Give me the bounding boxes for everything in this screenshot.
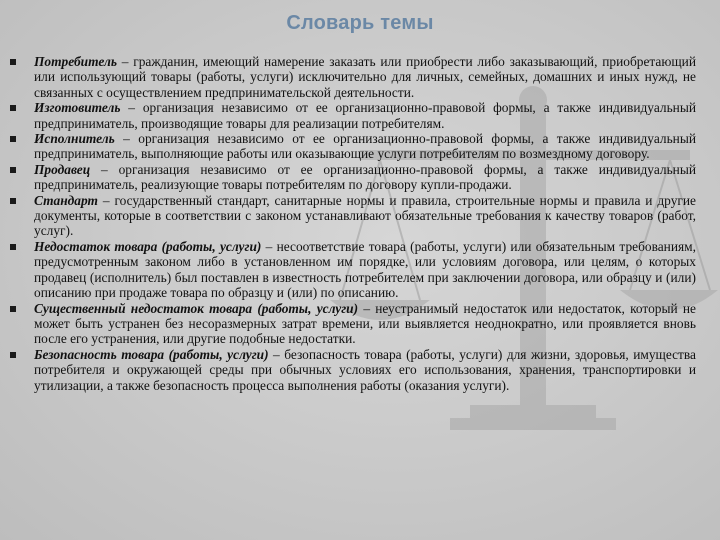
term-label: Стандарт [34,192,98,208]
term-label: Недостаток товара (работы, услуги) [34,238,262,254]
term-definition: – государственный стандарт, санитарные нормы и правила, строительные нормы и правила и другие документы, которые в соответствии с законом устанавливают обязательные требования к качеству товаров (работ, услуг). [34,192,696,239]
square-bullet-icon [10,59,16,65]
term-label: Изготовитель [34,100,121,116]
list-item [8,131,696,162]
list-item [8,347,696,393]
square-bullet-icon [10,105,16,111]
term-label: Исполнитель [34,131,115,147]
term-definition: – гражданин, имеющий намерение заказать или приобрести либо заказывающий, приобретающий или использующий товары (работы, услуги) исключительно для личных, семейных, домашних и иных нужд, не связанных с осуществлением предпринимательской деятельности. [34,54,696,100]
list-item [8,100,696,131]
square-bullet-icon [10,167,16,173]
slide-title: Словарь темы [286,12,434,34]
term-definition: – организация независимо от ее организационно-правовой формы, а также индивидуальный предприниматель, реализующие товары потребителям по договору купли-продажи. [34,161,696,193]
square-bullet-icon [10,352,16,358]
list-item [8,239,696,301]
square-bullet-icon [10,198,16,204]
term-definition: – неустранимый недостаток или недостаток, который не может быть устранен без несоразмерных затрат времени, или выявляется неоднократно, или проявляется вновь после его устранения, или другие подобные недостатки. [34,300,697,347]
term-definition: – организация независимо от ее организационно-правовой формы, а также индивидуальный предприниматель, выполняющие работы или оказывающие услуги потребителям по возмездному договору. [34,131,696,162]
square-bullet-icon [10,244,16,250]
term-label: Существенный недостаток товара (работы, услуги) [34,300,359,316]
list-item [8,54,696,100]
list-item [8,193,696,239]
term-label: Безопасность товара (работы, услуги) [34,346,269,362]
square-bullet-icon [10,136,16,142]
term-definition: – организация независимо от ее организационно-правовой формы, а также индивидуальный предприниматель, производящие товары для реализации потребителям. [34,100,696,131]
list-item [8,162,696,193]
list-item [8,301,696,347]
term-label: Продавец [34,161,91,177]
square-bullet-icon [10,306,16,312]
term-definition: – несоответствие товара (работы, услуги) или обязательным требованиям, предусмотренным законом либо в установленном им порядке, или условиям договора, или целям, о которых продавец (исполнитель) был поставлен в известность потребителем при заключении договора, или образцу и (или) описанию при продаже товара по образцу и (или) по описанию. [34,238,696,301]
term-definition: – безопасность товара (работы, услуги) для жизни, здоровья, имущества потребителя и окружающей среды при обычных условиях его использования, хранения, транспортировки и утилизации, а также безопасность процесса выполнения работы (оказания услуги). [34,346,696,393]
term-label: Потребитель [34,54,117,69]
terms-list [8,54,696,393]
